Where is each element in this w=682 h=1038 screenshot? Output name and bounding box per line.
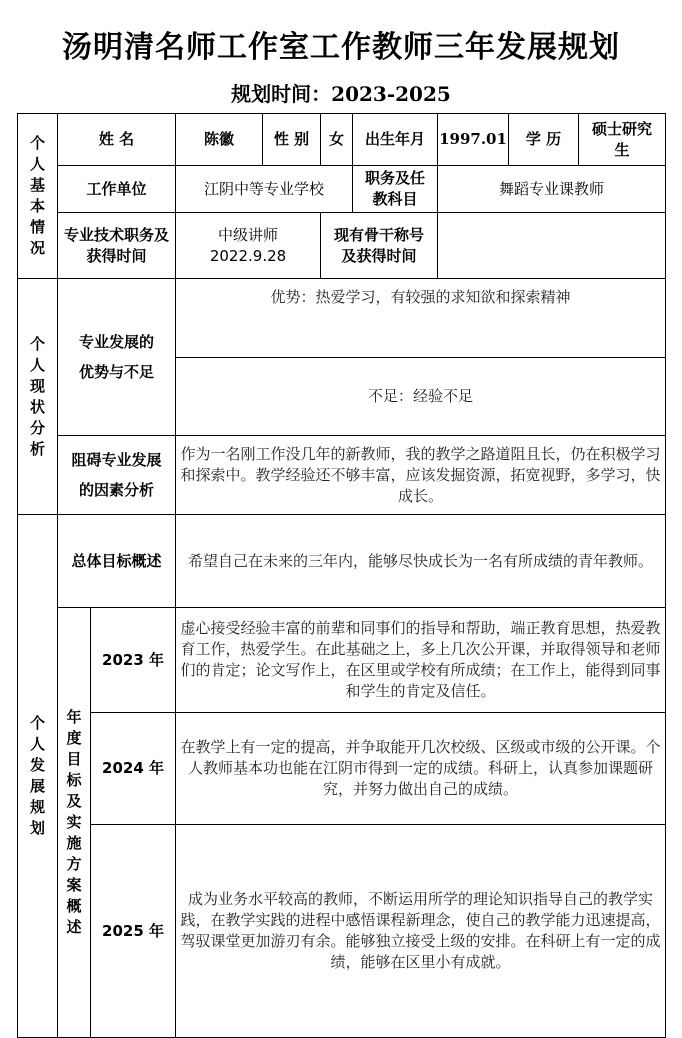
weakness-text: 不足：经验不足 (176, 358, 666, 436)
unit-label: 工作单位 (58, 166, 176, 213)
gender-value: 女 (321, 114, 353, 166)
unit-value: 江阴中等专业学校 (176, 166, 353, 213)
document-title: 汤明清名师工作室工作教师三年发展规划 (62, 30, 620, 65)
birth-value: 1997.01 (438, 114, 509, 166)
position-label: 职务及任教科目 (353, 166, 438, 213)
year-2023-text: 虚心接受经验丰富的前辈和同事们的指导和帮助，端正教育思想，热爱教育工作，热爱学生。在此基础之上，多上几次公开课，并取得领导和老师们的肯定；论文写作上，在区里或学校有所成绩；在工作上，能得到同事和学生的肯定及信任。 (176, 608, 666, 713)
education-label: 学 历 (509, 114, 579, 166)
gender-label: 性 别 (263, 114, 321, 166)
year-2023-label: 2023 年 (91, 608, 176, 713)
year-2024-label: 2024 年 (91, 713, 176, 825)
overall-goal-label: 总体目标概述 (58, 515, 176, 608)
title-value: 中级讲师 2022.9.28 (176, 213, 321, 279)
section-basic-info: 个人基本情况 (18, 114, 58, 279)
strengths-text: 优势：热爱学习，有较强的求知欲和探索精神 (176, 279, 666, 358)
birth-label: 出生年月 (353, 114, 438, 166)
obstacles-text: 作为一名刚工作没几年的新教师，我的教学之路道阻且长，仍在积极学习和探索中。教学经验还不够丰富，应该发掘资源，拓宽视野，多学习，快成长。 (176, 436, 666, 515)
section-development-plan: 个人发展规划 (18, 515, 58, 1038)
overall-goal-text: 希望自己在未来的三年内，能够尽快成长为一名有所成绩的青年教师。 (176, 515, 666, 608)
position-value: 舞蹈专业课教师 (438, 166, 666, 213)
name-label: 姓 名 (58, 114, 176, 166)
backbone-value (438, 213, 666, 279)
education-value: 硕士研究生 (579, 114, 666, 166)
strengths-label: 专业发展的优势与不足 (58, 279, 176, 436)
section-status-analysis: 个人现状分析 (18, 279, 58, 515)
annual-goals-label: 年度目标及实施方案概述 (58, 608, 91, 1038)
title-label: 专业技术职务及获得时间 (58, 213, 176, 279)
obstacles-label: 阻碍专业发展的因素分析 (58, 436, 176, 515)
plan-period: 规划时间：2023-2025 (231, 82, 451, 106)
development-plan-table (17, 113, 666, 1038)
year-2024-text: 在教学上有一定的提高，并争取能开几次校级、区级或市级的公开课。个人教师基本功也能在江阴市得到一定的成绩。科研上，认真参加课题研究，并努力做出自己的成绩。 (176, 713, 666, 825)
year-2025-text: 成为业务水平较高的教师，不断运用所学的理论知识指导自己的教学实践，在教学实践的进程中感悟课程新理念，使自己的教学能力迅速提高，驾驭课堂更加游刃有余。能够独立接受上级的安排。在科研上有一定的成绩，能够在区里小有成就。 (176, 825, 666, 1038)
name-value: 陈徽 (176, 114, 263, 166)
year-2025-label: 2025 年 (91, 825, 176, 1038)
backbone-label: 现有骨干称号及获得时间 (321, 213, 438, 279)
